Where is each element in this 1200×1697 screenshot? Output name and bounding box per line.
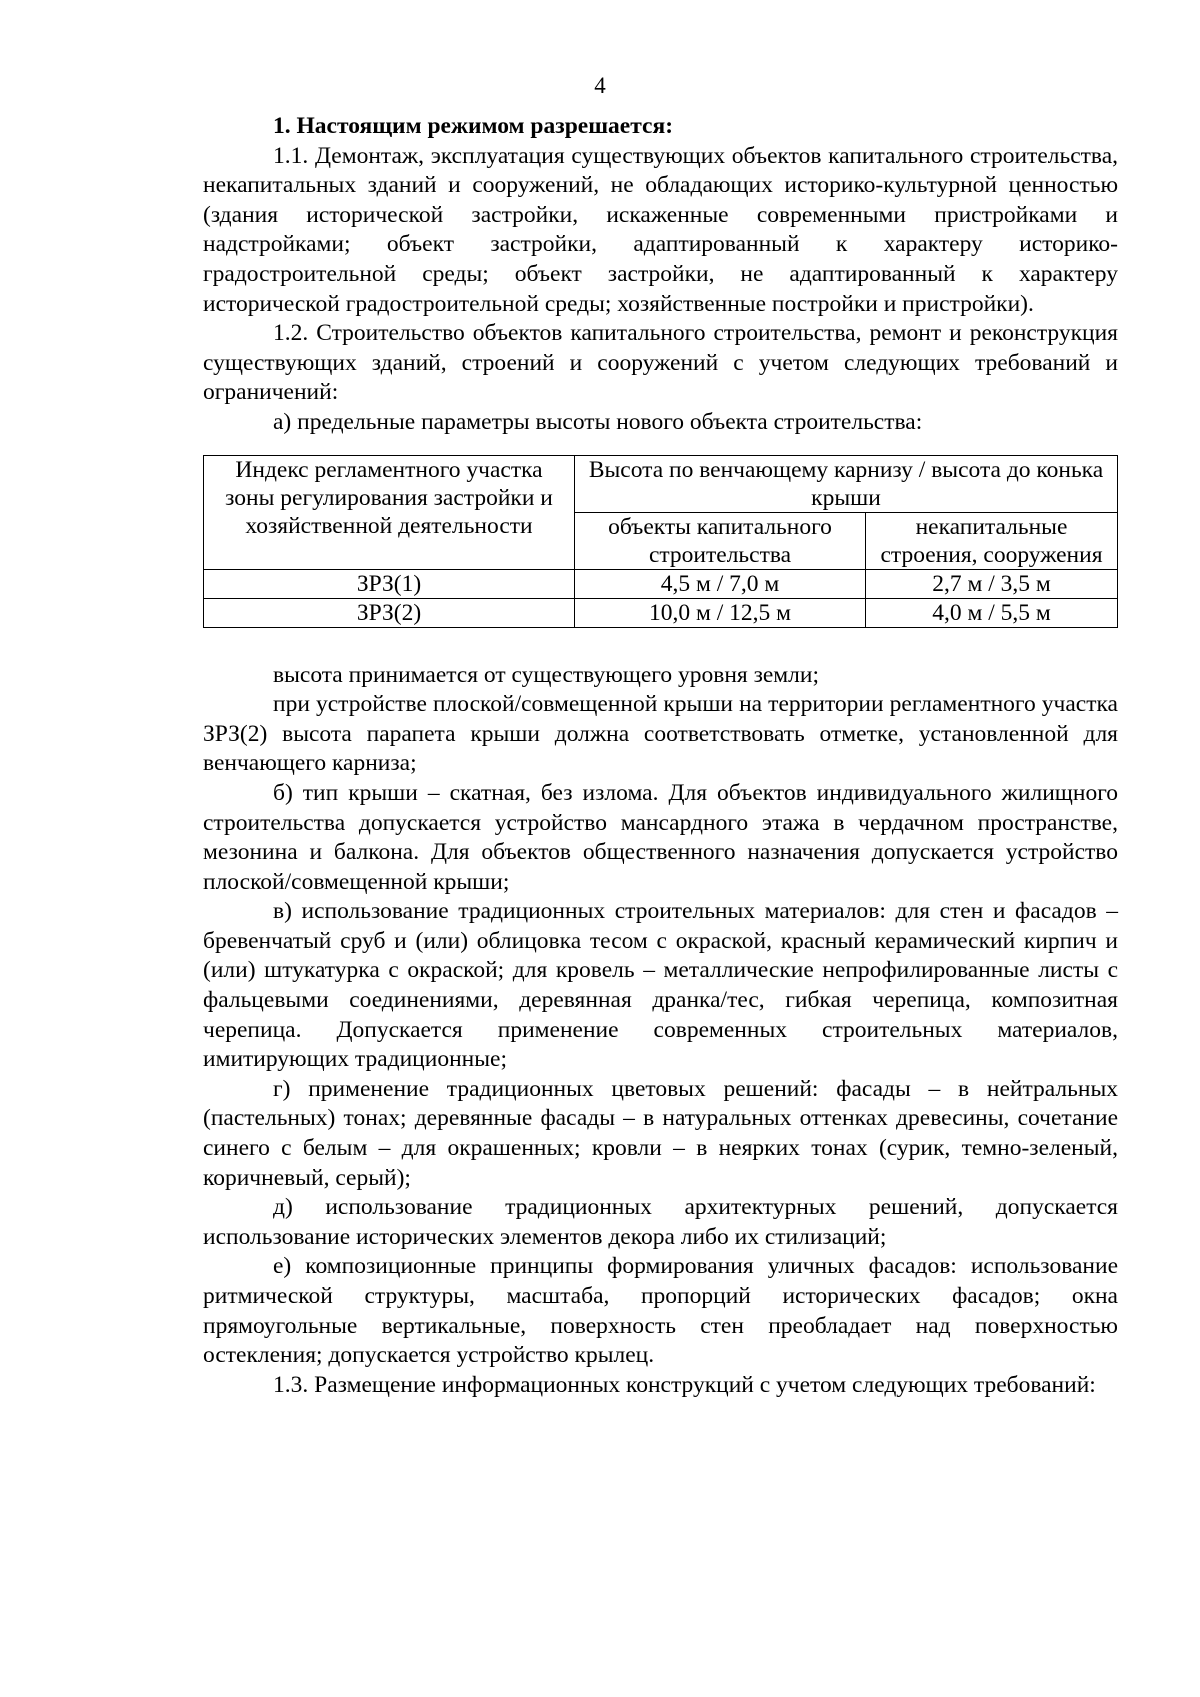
paragraph-1-1: 1.1. Демонтаж, эксплуатация существующих объектов капитального строительства, некапитальных зданий и сооружений, не обладающих историко-культурной ценностью (здания исторической застройки, искаженные современными пристройками и надстройками; объект застройки, адаптированный к характеру историко-градостроительной среды; объект застройки, не адаптированный к характеру исторической градостроительной среды; хозяйственные постройки и пристройки).	[203, 142, 1118, 317]
paragraph-1-2: 1.2. Строительство объектов капитального строительства, ремонт и реконструкция существующих зданий, строений и сооружений с учетом следующих требований и ограничений:	[203, 320, 1118, 406]
paragraph-a: а) предельные параметры высоты нового объекта строительства:	[273, 408, 923, 435]
header-height: Высота по венчающему карнизу / высота до конька крыши	[575, 455, 1118, 512]
paragraph-e: е) композиционные принципы формирования уличных фасадов: использование ритмической структуры, масштаба, пропорций исторических фасадов; окна прямоугольные вертикальные, поверхность стен преобладает над поверхностью остекления; допускается устройство крылец.	[203, 1253, 1118, 1369]
paragraph-b: б) тип крыши – скатная, без излома. Для объектов индивидуального жилищного строительства допускается устройство мансардного этажа в чердачном пространстве, мезонина и балкона. Для объектов общественного назначения допускается устройство плоской/совмещенной крыши;	[203, 779, 1118, 895]
cell-noncapital: 2,7 м / 3,5 м	[866, 569, 1118, 598]
document-body	[203, 112, 1118, 1400]
header-noncapital: некапитальные строения, сооружения	[866, 512, 1118, 569]
paragraph-v: в) использование традиционных строительных материалов: для стен и фасадов – бревенчатый сруб и (или) облицовка тесом с окраской, красный керамический кирпич и (или) штукатурка с окраской; для кровель – металлические непрофилированные листы с фальцевыми соединениями, деревянная дранка/тес, гибкая черепица, композитная черепица. Допускается применение современных строительных материалов, имитирующих традиционные;	[203, 898, 1118, 1073]
header-capital: объекты капитального строительства	[575, 512, 866, 569]
paragraph-d: д) использование традиционных архитектурных решений, допускается использование исторических элементов декора либо их стилизаций;	[203, 1194, 1118, 1250]
paragraph-g: г) применение традиционных цветовых решений: фасады – в нейтральных (пастельных) тонах; деревянные фасады – в натуральных оттенках древесины, сочетание синего с белым – для окрашенных; кровли – в неярких тонах (сурик, темно-зеленый, коричневый, серый);	[203, 1075, 1118, 1191]
table-row	[204, 598, 1118, 627]
paragraph-1-3: 1.3. Размещение информационных конструкций с учетом следующих требований:	[273, 1371, 1096, 1398]
header-index: Индекс регламентного участка зоны регулирования застройки и хозяйственной деятельности	[204, 455, 575, 569]
table-row	[204, 569, 1118, 598]
section-heading: 1. Настоящим режимом разрешается:	[273, 113, 674, 139]
paragraph-flat-roof: при устройстве плоской/совмещенной крыши на территории регламентного участка ЗРЗ(2) высота парапета крыши должна соответствовать отметке, установленной для венчающего карниза;	[203, 691, 1118, 777]
page-number: 4	[594, 73, 606, 98]
cell-noncapital: 4,0 м / 5,5 м	[866, 598, 1118, 627]
cell-capital: 4,5 м / 7,0 м	[575, 569, 866, 598]
cell-index: ЗРЗ(1)	[204, 569, 575, 598]
height-parameters-table	[203, 455, 1118, 628]
cell-index: ЗРЗ(2)	[204, 598, 575, 627]
table-header-row	[204, 455, 1118, 512]
paragraph-height-ground: высота принимается от существующего уровня земли;	[273, 661, 820, 688]
cell-capital: 10,0 м / 12,5 м	[575, 598, 866, 627]
